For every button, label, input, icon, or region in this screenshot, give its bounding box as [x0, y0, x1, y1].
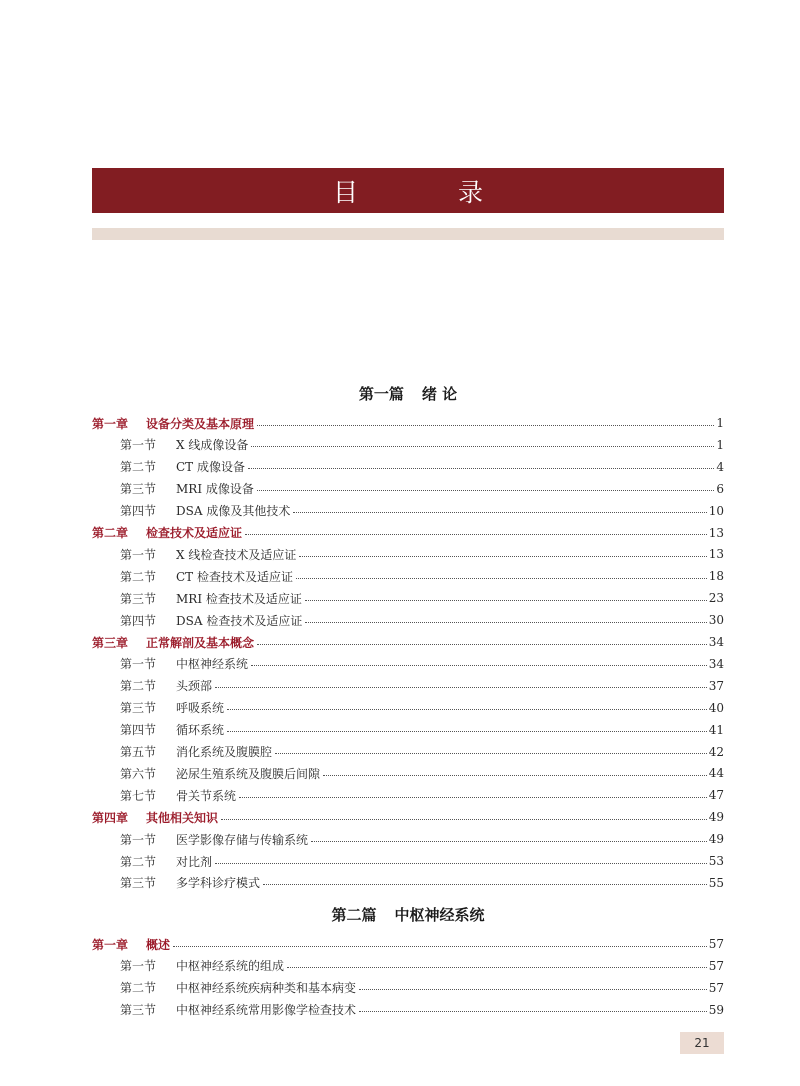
toc-chapter-entry[interactable]: [92, 806, 724, 828]
page-ref: 49: [708, 810, 724, 825]
section-number: 第五节: [120, 745, 157, 759]
section-number: 第三节: [120, 701, 157, 716]
chapter-number: 第一章: [92, 937, 129, 952]
page-ref: 40: [708, 700, 724, 715]
section-number: 第三节: [120, 591, 157, 606]
section-title: 泌尿生殖系统及腹膜后间隙: [176, 766, 321, 781]
page-ref: 37: [708, 678, 724, 693]
toc-section-entry[interactable]: [92, 955, 724, 977]
section-number: 第三节: [120, 876, 157, 891]
dot-leader: [245, 534, 707, 535]
dot-leader: [257, 644, 707, 645]
dot-leader: [257, 490, 714, 491]
chapter-title: 其他相关知识: [146, 810, 219, 825]
part-heading: [92, 383, 724, 404]
dot-leader: [239, 797, 707, 798]
page-ref: 44: [708, 766, 724, 781]
section-title: 多学科诊疗模式: [176, 876, 261, 891]
toc-section-entry[interactable]: [92, 741, 724, 763]
toc-chapter-entry[interactable]: [92, 412, 724, 434]
page-ref: 18: [708, 569, 724, 584]
dot-leader: [305, 600, 707, 601]
section-number: 第三节: [120, 1003, 157, 1018]
toc-section-entry[interactable]: [92, 456, 724, 478]
chapter-number: 第四章: [92, 810, 129, 825]
dot-leader: [299, 556, 706, 557]
dot-leader: [263, 884, 707, 885]
page-ref: 4: [716, 459, 724, 474]
page-ref: 23: [708, 591, 724, 606]
section-title: X 线成像设备: [176, 438, 249, 453]
chapter-title: 正常解剖及基本概念: [146, 635, 255, 650]
toc-section-entry[interactable]: [92, 653, 724, 675]
page-ref: 1: [716, 437, 724, 452]
page-ref: 42: [708, 744, 724, 759]
section-number: 第一节: [120, 959, 157, 974]
section-number: 第二节: [120, 569, 157, 584]
section-title: 中枢神经系统常用影像学检查技术: [176, 1003, 357, 1018]
toc-section-entry[interactable]: [92, 434, 724, 456]
toc-section-entry[interactable]: [92, 784, 724, 806]
section-number: 第六节: [120, 766, 157, 781]
section-number: 第一节: [120, 547, 157, 562]
dot-leader: [323, 775, 707, 776]
section-number: 第七节: [120, 788, 157, 803]
section-title: X 线检查技术及适应证: [176, 547, 297, 562]
toc-section-entry[interactable]: [92, 872, 724, 894]
section-title: 消化系统及腹膜腔: [176, 745, 273, 759]
dot-leader: [251, 446, 714, 447]
page-ref: 57: [708, 958, 724, 973]
part-title: 绪 论: [421, 385, 458, 403]
dot-leader: [227, 709, 707, 710]
section-number: 第四节: [120, 504, 157, 519]
section-number: 第二节: [120, 460, 157, 475]
page-ref: 47: [708, 788, 724, 803]
chapter-number: 第一章: [92, 416, 129, 431]
page-ref: 13: [708, 525, 724, 540]
page-ref: 10: [708, 503, 724, 518]
dot-leader: [305, 622, 706, 623]
toc-title: 目 录: [333, 177, 529, 207]
dot-leader: [296, 578, 707, 579]
dot-leader: [215, 863, 707, 864]
dot-leader: [293, 512, 706, 513]
toc-chapter-entry[interactable]: [92, 522, 724, 544]
page-ref: 34: [708, 635, 724, 649]
part-heading: [92, 904, 724, 925]
page-ref: 57: [708, 980, 724, 995]
toc-section-entry[interactable]: [92, 500, 724, 522]
toc-section-entry[interactable]: [92, 762, 724, 784]
section-title: MRI 成像设备: [176, 482, 254, 497]
dot-leader: [251, 665, 707, 666]
toc-title-bar: [92, 168, 724, 213]
section-title: CT 检查技术及适应证: [176, 569, 294, 584]
dot-leader: [275, 753, 707, 754]
section-title: 中枢神经系统的组成: [176, 959, 285, 974]
chapter-title: 设备分类及基本原理: [146, 416, 255, 431]
toc-chapter-entry[interactable]: [92, 631, 724, 653]
page-ref: 6: [716, 481, 724, 496]
toc-section-entry[interactable]: [92, 719, 724, 741]
section-title: DSA 成像及其他技术: [176, 504, 291, 519]
page-ref: 1: [716, 416, 724, 430]
part-label: 第一篇: [358, 385, 404, 403]
section-number: 第一节: [120, 657, 157, 672]
toc-section-entry[interactable]: [92, 977, 724, 999]
toc-section-entry[interactable]: [92, 609, 724, 631]
section-title: 骨关节系统: [176, 788, 237, 803]
page-ref: 57: [708, 937, 724, 951]
section-number: 第二节: [120, 854, 157, 869]
page-ref: 49: [708, 832, 724, 847]
dot-leader: [359, 1011, 707, 1012]
toc-section-entry[interactable]: [92, 697, 724, 719]
section-title: 头颈部: [176, 679, 213, 694]
section-title: 呼吸系统: [176, 701, 225, 716]
dot-leader: [287, 967, 707, 968]
toc-section-entry[interactable]: [92, 565, 724, 587]
dot-leader: [248, 468, 714, 469]
section-title: 对比剂: [176, 854, 213, 869]
section-number: 第一节: [120, 832, 157, 847]
dot-leader: [311, 841, 707, 842]
chapter-title: 概述: [146, 937, 171, 952]
section-title: 中枢神经系统: [176, 657, 249, 672]
section-title: 医学影像存储与传输系统: [176, 832, 309, 847]
section-title: MRI 检查技术及适应证: [176, 591, 302, 606]
page-ref: 30: [708, 613, 724, 628]
part-title: 中枢神经系统: [394, 906, 485, 924]
page-number: 21: [680, 1032, 724, 1054]
section-number: 第二节: [120, 981, 157, 996]
section-number: 第三节: [120, 482, 157, 497]
page-ref: 34: [708, 656, 724, 671]
dot-leader: [359, 989, 707, 990]
dot-leader: [257, 425, 714, 426]
page-ref: 59: [708, 1002, 724, 1017]
section-number: 第一节: [120, 438, 157, 453]
chapter-number: 第三章: [92, 635, 129, 650]
dot-leader: [215, 687, 707, 688]
part-label: 第二篇: [331, 906, 377, 924]
chapter-number: 第二章: [92, 526, 129, 540]
chapter-title: 检查技术及适应证: [146, 526, 243, 540]
toc-section-entry[interactable]: [92, 543, 724, 565]
toc-section-entry[interactable]: [92, 478, 724, 500]
title-underline-band: [92, 228, 724, 240]
toc-section-entry[interactable]: [92, 999, 724, 1021]
toc-section-entry[interactable]: [92, 675, 724, 697]
section-title: CT 成像设备: [176, 460, 246, 475]
section-title: 循环系统: [176, 723, 225, 738]
toc-section-entry[interactable]: [92, 828, 724, 850]
section-number: 第二节: [120, 679, 157, 694]
page-ref: 53: [708, 854, 724, 868]
dot-leader: [227, 731, 707, 732]
toc-section-entry[interactable]: [92, 587, 724, 609]
page-ref: 41: [708, 722, 724, 737]
dot-leader: [173, 946, 707, 947]
section-title: DSA 检查技术及适应证: [176, 613, 303, 628]
page-ref: 55: [708, 875, 724, 890]
section-number: 第四节: [120, 723, 157, 738]
toc-section-entry[interactable]: [92, 850, 724, 872]
section-number: 第四节: [120, 613, 157, 628]
page-ref: 13: [708, 547, 724, 562]
toc-chapter-entry[interactable]: [92, 933, 724, 955]
dot-leader: [221, 819, 707, 820]
section-title: 中枢神经系统疾病种类和基本病变: [176, 981, 357, 996]
